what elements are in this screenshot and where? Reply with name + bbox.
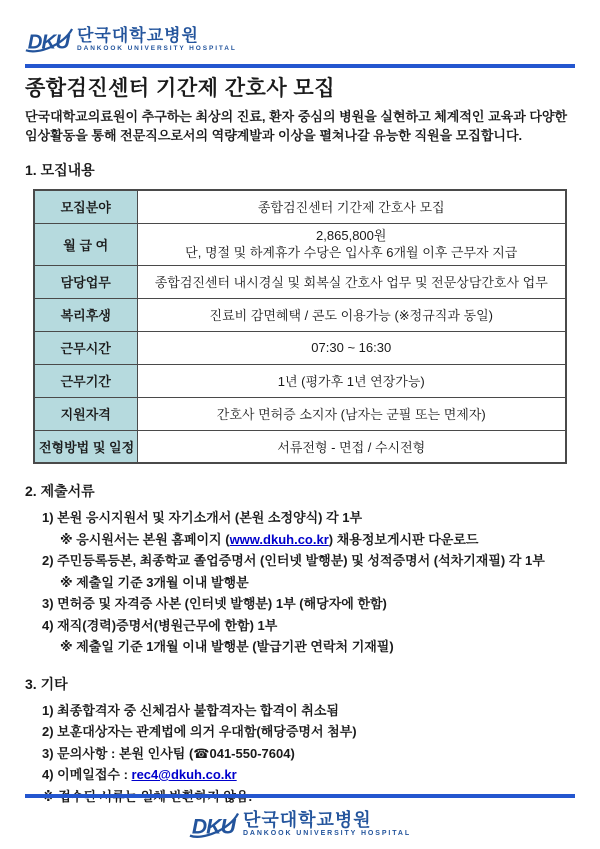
list-item: 2) 보훈대상자는 관계법에 의거 우대함(해당증명서 첨부)	[42, 724, 357, 739]
list-item-note	[25, 529, 575, 551]
hospital-name-korean: 단국대학교병원	[242, 810, 372, 830]
table-row	[34, 430, 566, 463]
row-label-salary: 월 급 여	[34, 223, 137, 265]
section1-heading: 1. 모집내용	[25, 162, 95, 178]
list-item: 1) 본원 응시지원서 및 자기소개서 (본원 소정양식) 각 1부	[42, 510, 363, 525]
note-suffix: ) 채용정보게시판 다운로드	[328, 531, 479, 547]
list-item: 3) 면허증 및 자격증 사본 (인터넷 발행분) 1부 (해당자에 한함)	[42, 596, 387, 611]
dku-mark-text: DKU	[27, 31, 69, 54]
hospital-name-english: DANKOOK UNIVERSITY HOSPITAL	[242, 830, 412, 837]
page-footer	[25, 791, 575, 847]
dku-logo-icon	[25, 26, 73, 61]
row-label-duties: 담당업무	[34, 265, 137, 298]
hospital-name-korean: 단국대학교병원	[77, 26, 199, 45]
row-label-hours: 근무시간	[34, 331, 137, 364]
row-label-benefits: 복리후생	[34, 298, 137, 331]
section-etc	[25, 674, 575, 808]
footer-divider-line	[25, 794, 575, 798]
dku-logo-icon	[189, 810, 239, 847]
list-item-note: ※ 제출일 기준 1개월 이내 발행분 (발급기관 연락처 기재필)	[60, 639, 394, 654]
section-recruit-content	[25, 160, 575, 464]
table-row	[34, 364, 566, 397]
intro-line-1: 단국대학교의료원이 추구하는 최상의 진료, 환자 중심의 병원을 실현하고 체계적인 교육과 다양한	[25, 109, 568, 124]
table-row	[34, 397, 566, 430]
recruit-table	[33, 189, 567, 464]
hospital-name-english: DANKOOK UNIVERSITY HOSPITAL	[77, 45, 237, 52]
email-label: 4) 이메일접수 :	[42, 767, 132, 782]
table-row	[34, 265, 566, 298]
email-link[interactable]: rec4@dkuh.co.kr	[131, 767, 237, 782]
table-row	[34, 223, 566, 265]
list-item: 4) 재직(경력)증명서(병원근무에 한함) 1부	[42, 617, 278, 633]
salary-note: 단, 명절 및 하계휴가 수당은 입사후 6개월 이후 근무자 지급	[185, 245, 518, 260]
dku-mark-text: DKU	[191, 815, 235, 839]
list-item: 1) 최종합격자 중 신체검사 불합격자는 합격이 취소됨	[42, 702, 339, 718]
page-header	[25, 0, 575, 68]
row-value-field: 종합검진센터 기간제 간호사 모집	[137, 190, 566, 223]
table-row	[34, 298, 566, 331]
row-label-period: 근무기간	[34, 364, 137, 397]
hospital-logo	[25, 26, 575, 61]
row-value-hours: 07:30 ~ 16:30	[137, 331, 566, 364]
row-value-salary	[137, 223, 566, 265]
table-row	[34, 190, 566, 223]
note-prefix: ※ 응시원서는 본원 홈페이지 (	[60, 531, 230, 547]
row-value-period: 1년 (평가후 1년 연장가능)	[137, 364, 566, 397]
list-item-note: ※ 제출일 기준 3개월 이내 발행분	[60, 574, 249, 590]
list-item	[25, 764, 575, 786]
footer-hospital-logo	[25, 810, 575, 847]
section-documents	[25, 481, 575, 658]
section3-heading: 3. 기타	[25, 675, 68, 692]
row-label-field: 모집분야	[34, 190, 137, 223]
header-divider-line	[25, 64, 575, 68]
row-value-qualification: 간호사 면허증 소지자 (남자는 군필 또는 면제자)	[137, 397, 566, 430]
section2-heading: 2. 제출서류	[25, 483, 95, 499]
row-value-selection: 서류전형 - 면접 / 수시전형	[137, 430, 566, 463]
intro-paragraph	[25, 107, 575, 145]
row-label-selection: 전형방법 및 일정	[34, 430, 137, 463]
intro-line-2: 임상활동을 통해 전문직으로서의 역량계발과 이상을 펼쳐나갈 유능한 직원을 모집합니다.	[25, 128, 523, 143]
salary-amount: 2,865,800원	[316, 228, 387, 243]
row-value-benefits: 진료비 감면혜택 / 콘도 이용가능 (※정규직과 동일)	[137, 298, 566, 331]
list-item: 3) 문의사항 : 본원 인사팀 (☎041-550-7604)	[42, 745, 295, 761]
page-title: 종합검진센터 기간제 간호사 모집	[25, 77, 336, 100]
list-item: 2) 주민등록등본, 최종학교 졸업증명서 (인터넷 발행분) 및 성적증명서 (석차기재필) 각 1부	[42, 553, 545, 568]
row-value-duties: 종합검진센터 내시경실 및 회복실 간호사 업무 및 전문상담간호사 업무	[137, 265, 566, 298]
documents-list	[25, 507, 575, 658]
row-label-qualification: 지원자격	[34, 397, 137, 430]
table-row	[34, 331, 566, 364]
homepage-link[interactable]: www.dkuh.co.kr	[229, 531, 329, 547]
